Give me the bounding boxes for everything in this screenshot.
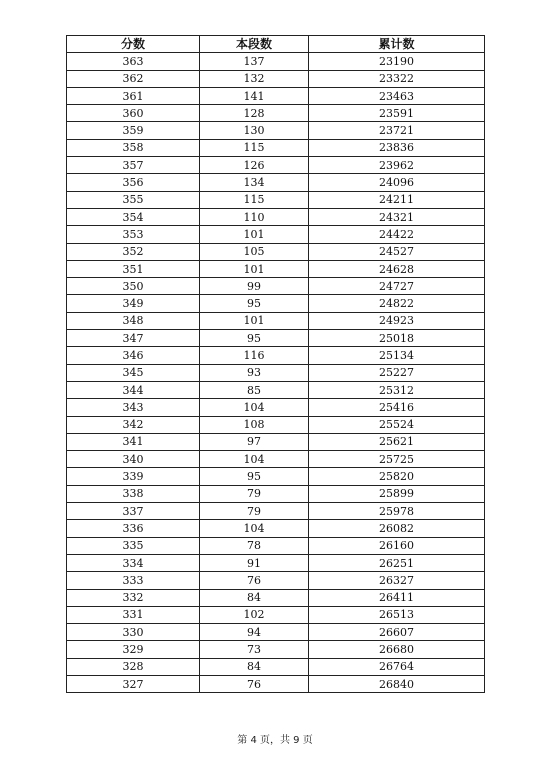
score-cell: 355 (67, 191, 200, 208)
segment-count-cell: 97 (200, 433, 309, 450)
cumulative-count-cell: 26327 (309, 572, 485, 589)
table-row (67, 347, 485, 364)
cumulative-count-cell: 24422 (309, 226, 485, 243)
score-distribution-table (66, 35, 485, 693)
page-number-footer: 第 4 页，共 9 页 (237, 735, 313, 746)
table-body (67, 53, 485, 693)
segment-count-cell: 84 (200, 589, 309, 606)
table-row (67, 87, 485, 104)
table-row (67, 606, 485, 623)
segment-count-cell: 73 (200, 641, 309, 658)
score-cell: 360 (67, 105, 200, 122)
score-cell: 351 (67, 260, 200, 277)
cumulative-count-cell: 26160 (309, 537, 485, 554)
segment-count-cell: 91 (200, 554, 309, 571)
score-cell: 331 (67, 606, 200, 623)
segment-count-cell: 137 (200, 53, 309, 70)
cumulative-count-cell: 25725 (309, 451, 485, 468)
score-cell: 348 (67, 312, 200, 329)
cumulative-count-cell: 23190 (309, 53, 485, 70)
score-cell: 341 (67, 433, 200, 450)
score-cell: 337 (67, 503, 200, 520)
segment-count-cell: 126 (200, 157, 309, 174)
score-cell: 330 (67, 624, 200, 641)
score-cell: 336 (67, 520, 200, 537)
score-cell: 343 (67, 399, 200, 416)
cumulative-count-cell: 23591 (309, 105, 485, 122)
score-cell: 362 (67, 70, 200, 87)
segment-count-cell: 84 (200, 658, 309, 675)
score-cell: 363 (67, 53, 200, 70)
table-row (67, 139, 485, 156)
score-cell: 346 (67, 347, 200, 364)
segment-count-cell: 115 (200, 191, 309, 208)
segment-count-cell: 99 (200, 278, 309, 295)
header-segment-count: 本段数 (200, 36, 309, 53)
score-cell: 342 (67, 416, 200, 433)
cumulative-count-cell: 23721 (309, 122, 485, 139)
segment-count-cell: 115 (200, 139, 309, 156)
score-cell: 357 (67, 157, 200, 174)
header-score: 分数 (67, 36, 200, 53)
score-cell: 335 (67, 537, 200, 554)
table-row (67, 260, 485, 277)
score-cell: 350 (67, 278, 200, 295)
segment-count-cell: 76 (200, 675, 309, 692)
table-row (67, 658, 485, 675)
score-cell: 327 (67, 675, 200, 692)
segment-count-cell: 104 (200, 520, 309, 537)
table-row (67, 641, 485, 658)
cumulative-count-cell: 24211 (309, 191, 485, 208)
table-row (67, 122, 485, 139)
cumulative-count-cell: 26607 (309, 624, 485, 641)
score-cell: 345 (67, 364, 200, 381)
cumulative-count-cell: 26513 (309, 606, 485, 623)
segment-count-cell: 79 (200, 485, 309, 502)
score-cell: 329 (67, 641, 200, 658)
segment-count-cell: 104 (200, 451, 309, 468)
table-row (67, 624, 485, 641)
cumulative-count-cell: 25820 (309, 468, 485, 485)
table-header-row (67, 36, 485, 53)
score-cell: 328 (67, 658, 200, 675)
score-cell: 354 (67, 208, 200, 225)
table-row (67, 278, 485, 295)
score-cell: 349 (67, 295, 200, 312)
score-cell: 333 (67, 572, 200, 589)
table-row (67, 554, 485, 571)
table-row (67, 312, 485, 329)
cumulative-count-cell: 23463 (309, 87, 485, 104)
cumulative-count-cell: 26840 (309, 675, 485, 692)
cumulative-count-cell: 26411 (309, 589, 485, 606)
cumulative-count-cell: 23962 (309, 157, 485, 174)
cumulative-count-cell: 25312 (309, 381, 485, 398)
table-row (67, 208, 485, 225)
table-row (67, 105, 485, 122)
segment-count-cell: 110 (200, 208, 309, 225)
score-cell: 334 (67, 554, 200, 571)
score-cell: 352 (67, 243, 200, 260)
segment-count-cell: 78 (200, 537, 309, 554)
segment-count-cell: 95 (200, 468, 309, 485)
table-row (67, 572, 485, 589)
segment-count-cell: 105 (200, 243, 309, 260)
cumulative-count-cell: 23322 (309, 70, 485, 87)
score-cell: 332 (67, 589, 200, 606)
segment-count-cell: 141 (200, 87, 309, 104)
score-cell: 359 (67, 122, 200, 139)
segment-count-cell: 93 (200, 364, 309, 381)
cumulative-count-cell: 25621 (309, 433, 485, 450)
segment-count-cell: 108 (200, 416, 309, 433)
segment-count-cell: 128 (200, 105, 309, 122)
segment-count-cell: 95 (200, 295, 309, 312)
segment-count-cell: 101 (200, 312, 309, 329)
segment-count-cell: 95 (200, 330, 309, 347)
table-row (67, 330, 485, 347)
cumulative-count-cell: 26680 (309, 641, 485, 658)
score-cell: 353 (67, 226, 200, 243)
cumulative-count-cell: 25524 (309, 416, 485, 433)
table-row (67, 537, 485, 554)
score-cell: 339 (67, 468, 200, 485)
segment-count-cell: 132 (200, 70, 309, 87)
header-cumulative-count: 累计数 (309, 36, 485, 53)
segment-count-cell: 102 (200, 606, 309, 623)
cumulative-count-cell: 25134 (309, 347, 485, 364)
cumulative-count-cell: 24923 (309, 312, 485, 329)
segment-count-cell: 116 (200, 347, 309, 364)
segment-count-cell: 130 (200, 122, 309, 139)
table-row (67, 157, 485, 174)
cumulative-count-cell: 25978 (309, 503, 485, 520)
table-row (67, 191, 485, 208)
table-row (67, 399, 485, 416)
cumulative-count-cell: 24727 (309, 278, 485, 295)
table-row (67, 70, 485, 87)
segment-count-cell: 94 (200, 624, 309, 641)
score-cell: 358 (67, 139, 200, 156)
score-cell: 344 (67, 381, 200, 398)
table-row (67, 243, 485, 260)
segment-count-cell: 76 (200, 572, 309, 589)
table-row (67, 433, 485, 450)
table-row (67, 675, 485, 692)
table-row (67, 451, 485, 468)
segment-count-cell: 134 (200, 174, 309, 191)
cumulative-count-cell: 25018 (309, 330, 485, 347)
cumulative-count-cell: 26251 (309, 554, 485, 571)
table-row (67, 364, 485, 381)
table-row (67, 174, 485, 191)
table-row (67, 503, 485, 520)
table-row (67, 485, 485, 502)
cumulative-count-cell: 25416 (309, 399, 485, 416)
table-row (67, 53, 485, 70)
cumulative-count-cell: 26082 (309, 520, 485, 537)
table-row (67, 589, 485, 606)
table-row (67, 520, 485, 537)
cumulative-count-cell: 24628 (309, 260, 485, 277)
segment-count-cell: 101 (200, 226, 309, 243)
segment-count-cell: 101 (200, 260, 309, 277)
cumulative-count-cell: 24096 (309, 174, 485, 191)
score-cell: 356 (67, 174, 200, 191)
cumulative-count-cell: 26764 (309, 658, 485, 675)
score-cell: 338 (67, 485, 200, 502)
segment-count-cell: 104 (200, 399, 309, 416)
table-row (67, 468, 485, 485)
segment-count-cell: 85 (200, 381, 309, 398)
cumulative-count-cell: 25899 (309, 485, 485, 502)
segment-count-cell: 79 (200, 503, 309, 520)
score-cell: 361 (67, 87, 200, 104)
table-row (67, 295, 485, 312)
table-row (67, 381, 485, 398)
cumulative-count-cell: 24822 (309, 295, 485, 312)
cumulative-count-cell: 24527 (309, 243, 485, 260)
score-cell: 340 (67, 451, 200, 468)
cumulative-count-cell: 24321 (309, 208, 485, 225)
cumulative-count-cell: 23836 (309, 139, 485, 156)
cumulative-count-cell: 25227 (309, 364, 485, 381)
score-cell: 347 (67, 330, 200, 347)
table-row (67, 416, 485, 433)
table-row (67, 226, 485, 243)
